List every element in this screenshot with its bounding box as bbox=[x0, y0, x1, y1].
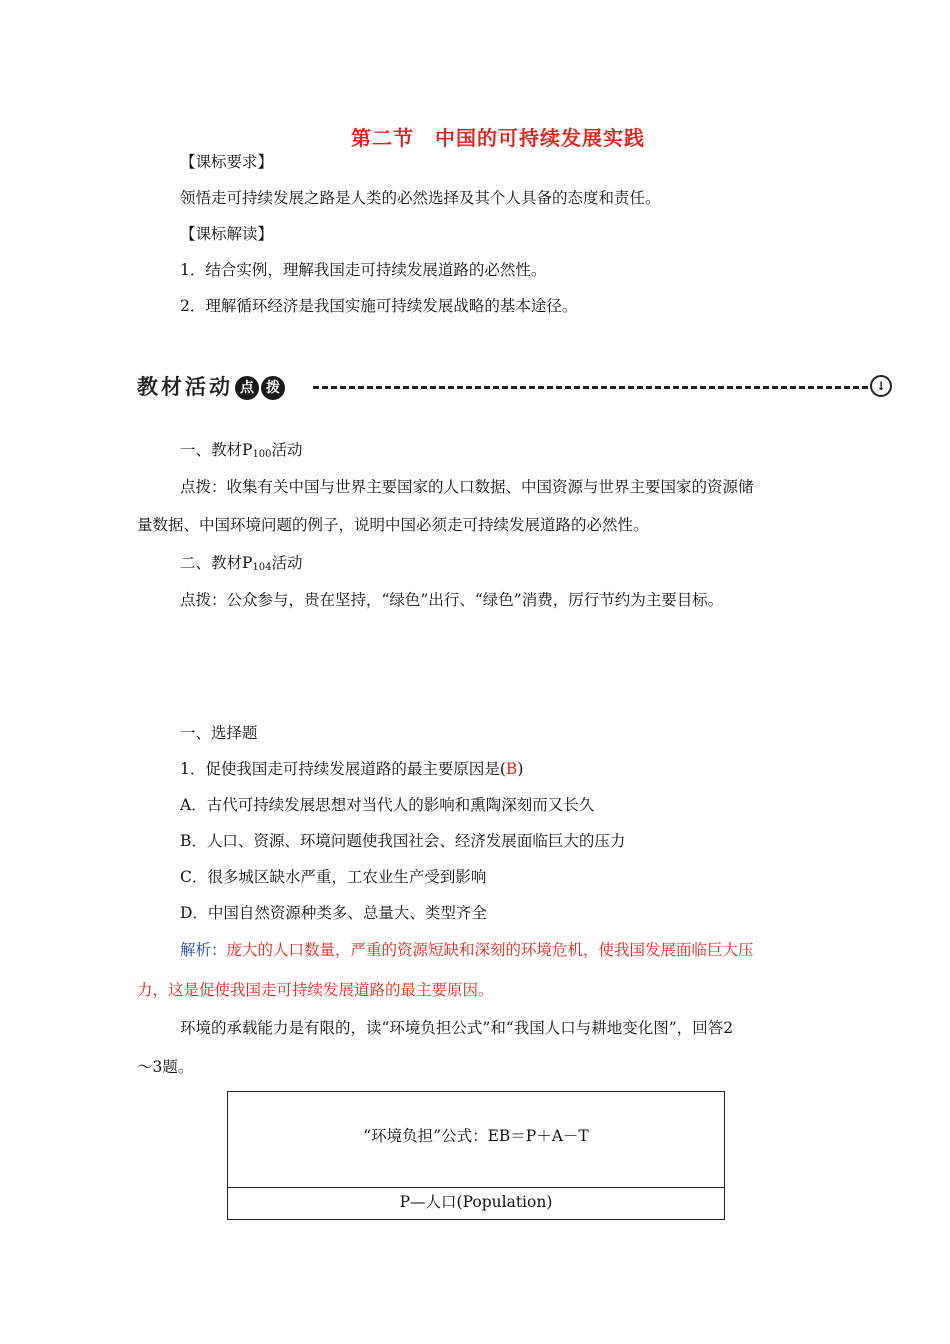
intro-line-2: ～3题。 bbox=[137, 1058, 194, 1076]
banner-label bbox=[137, 371, 285, 401]
activity-1-hint-line2: 量数据、中国环境问题的例子，说明中国必须走可持续发展道路的必然性。 bbox=[137, 516, 649, 534]
banner-badge-1: 点 bbox=[235, 376, 259, 400]
option-b: B．人口、资源、环境问题使我国社会、经济发展面临巨大的压力 bbox=[180, 832, 626, 850]
formula-cell bbox=[228, 1092, 724, 1188]
analysis-label: 解析： bbox=[180, 941, 227, 959]
question-1-text: 1．促使我国走可持续发展道路的最主要原因是( bbox=[180, 760, 506, 778]
requirement-text: 领悟走可持续发展之路是人类的必然选择及其个人具备的态度和责任。 bbox=[180, 189, 661, 207]
formula-text: “环境负担”公式：EB＝P＋A－T bbox=[363, 1127, 589, 1145]
arrow-down-circle-icon: ↓ bbox=[870, 375, 892, 397]
question-section-heading: 一、选择题 bbox=[180, 724, 258, 742]
activity-2-hint: 点拨：公众参与，贵在坚持，“绿色”出行、“绿色”消费，厉行节约为主要目标。 bbox=[180, 591, 724, 609]
activity-1-heading bbox=[180, 439, 303, 466]
analysis-line-1 bbox=[180, 939, 754, 961]
option-d: D．中国自然资源种类多、总量大、类型齐全 bbox=[180, 904, 487, 922]
activity-2-prefix: 二、教材P bbox=[180, 554, 253, 572]
question-1-stem bbox=[180, 758, 523, 780]
question-1-close: ) bbox=[517, 760, 524, 778]
formula-row-population: P—人口(Population) bbox=[399, 1193, 553, 1211]
interpretation-heading: 【课标解读】 bbox=[180, 225, 274, 243]
activity-1-suffix: 活动 bbox=[271, 441, 303, 459]
analysis-line-2: 力，这是促使我国走可持续发展道路的最主要原因。 bbox=[137, 981, 494, 999]
page-title: 第二节 中国的可持续发展实践 bbox=[351, 126, 645, 150]
activity-2-suffix: 活动 bbox=[271, 554, 303, 572]
formula-table bbox=[227, 1091, 725, 1220]
interpretation-item-2: 2．理解循环经济是我国实施可持续发展战略的基本途径。 bbox=[180, 297, 578, 315]
activity-2-page: 104 bbox=[252, 562, 272, 573]
option-a: A．古代可持续发展思想对当代人的影响和熏陶深刻而又长久 bbox=[180, 796, 595, 814]
intro-line-1: 环境的承载能力是有限的，读“环境负担公式”和“我国人口与耕地变化图”，回答2 bbox=[180, 1019, 734, 1037]
activity-2-heading bbox=[180, 552, 303, 579]
requirement-heading: 【课标要求】 bbox=[180, 153, 274, 171]
section-banner bbox=[137, 371, 894, 403]
banner-badge-2: 拨 bbox=[261, 376, 285, 400]
activity-1-hint-line1: 点拨：收集有关中国与世界主要国家的人口数据、中国资源与世界主要国家的资源储 bbox=[180, 478, 754, 496]
interpretation-item-1: 1．结合实例，理解我国走可持续发展道路的必然性。 bbox=[180, 261, 547, 279]
option-c: C．很多城区缺水严重，工农业生产受到影响 bbox=[180, 868, 487, 886]
question-1-answer: B bbox=[505, 760, 518, 778]
analysis-text-1: 庞大的人口数量，严重的资源短缺和深刻的环境危机，使我国发展面临巨大压 bbox=[226, 941, 754, 959]
activity-1-page: 100 bbox=[252, 449, 272, 460]
banner-dashed-line bbox=[313, 386, 868, 389]
activity-1-prefix: 一、教材P bbox=[180, 441, 253, 459]
banner-text: 教材活动 bbox=[137, 375, 233, 399]
